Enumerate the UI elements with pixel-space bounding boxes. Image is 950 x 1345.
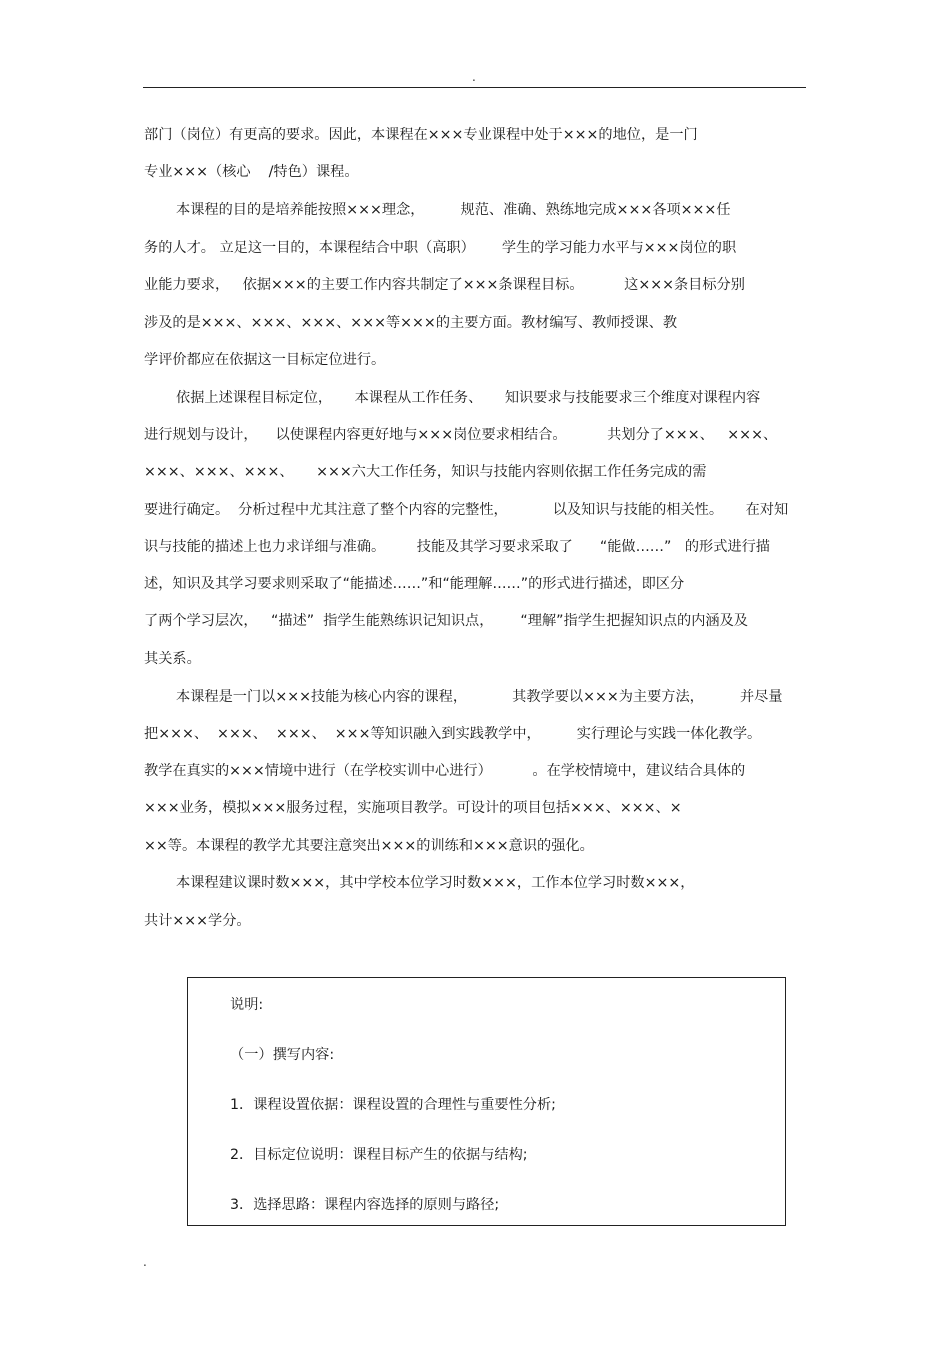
body-line: 把×××、 ×××、 ×××、 ×××等知识融入到实践教学中， 实行理论与实践一体化教学。 (144, 726, 762, 742)
body-line: 本课程的目的是培养能按照×××理念， 规范、准确、熟练地完成×××各项×××任 (176, 202, 731, 218)
body-line: 务的人才。 立足这一目的，本课程结合中职（高职） 学生的学习能力水平与×××岗位的职 (144, 240, 737, 256)
header-rule (143, 87, 806, 88)
note-item: 3．选择思路：课程内容选择的原则与路径; (230, 1197, 500, 1213)
note-title: 说明: (230, 997, 264, 1013)
body-line: 依据上述课程目标定位， 本课程从工作任务、 知识要求与技能要求三个维度对课程内容 (176, 390, 761, 406)
body-line: 识与技能的描述上也力求详细与准确。 技能及其学习要求采取了 “能做……” 的形式进行描 (144, 539, 770, 555)
body-line: 进行规划与设计， 以使课程内容更好地与×××岗位要求相结合。 共划分了×××、 ×××、 (144, 427, 778, 443)
body-line: 专业×××（核心 /特色）课程。 (144, 164, 359, 180)
body-line: 部门（岗位）有更高的要求。因此，本课程在×××专业课程中处于×××的地位，是一门 (144, 127, 698, 143)
body-line: 其关系。 (144, 651, 201, 667)
note-box (187, 977, 786, 1226)
body-line: 了两个学习层次， “描述” 指学生能熟练识记知识点， “理解”指学生把握知识点的内涵及及 (144, 613, 748, 629)
note-section-heading: （一）撰写内容: (230, 1047, 335, 1063)
note-item: 1．课程设置依据：课程设置的合理性与重要性分析; (230, 1097, 556, 1113)
body-line: ×××业务，模拟×××服务过程，实施项目教学。可设计的项目包括×××、×××、× (144, 800, 682, 816)
footer-mark: . (143, 1255, 147, 1269)
body-line: 要进行确定。 分析过程中尤其注意了整个内容的完整性， 以及知识与技能的相关性。 在对知 (144, 502, 789, 518)
body-line: ××等。本课程的教学尤其要注意突出×××的训练和×××意识的强化。 (144, 838, 594, 854)
body-line: 教学在真实的×××情境中进行（在学校实训中心进行） 。在学校情境中，建议结合具体的 (144, 763, 746, 779)
body-line: ×××、×××、×××、 ×××六大工作任务，知识与技能内容则依据工作任务完成的需 (144, 464, 707, 480)
body-line: 学评价都应在依据这一目标定位进行。 (144, 352, 386, 368)
body-line: 业能力要求， 依据×××的主要工作内容共制定了×××条课程目标。 这×××条目标分别 (144, 277, 745, 293)
header-mark: . (472, 70, 476, 84)
body-line: 共计×××学分。 (144, 913, 251, 929)
note-item: 2．目标定位说明：课程目标产生的依据与结构; (230, 1147, 528, 1163)
body-line: 本课程建议课时数×××，其中学校本位学习时数×××，工作本位学习时数×××， (176, 875, 695, 891)
body-line: 本课程是一门以×××技能为核心内容的课程， 其教学要以×××为主要方法， 并尽量 (176, 689, 783, 705)
body-line: 述，知识及其学习要求则采取了“能描述……”和“能理解……”的形式进行描述，即区分 (144, 576, 685, 592)
body-line: 涉及的是×××、×××、×××、×××等×××的主要方面。教材编写、教师授课、教 (144, 315, 678, 331)
